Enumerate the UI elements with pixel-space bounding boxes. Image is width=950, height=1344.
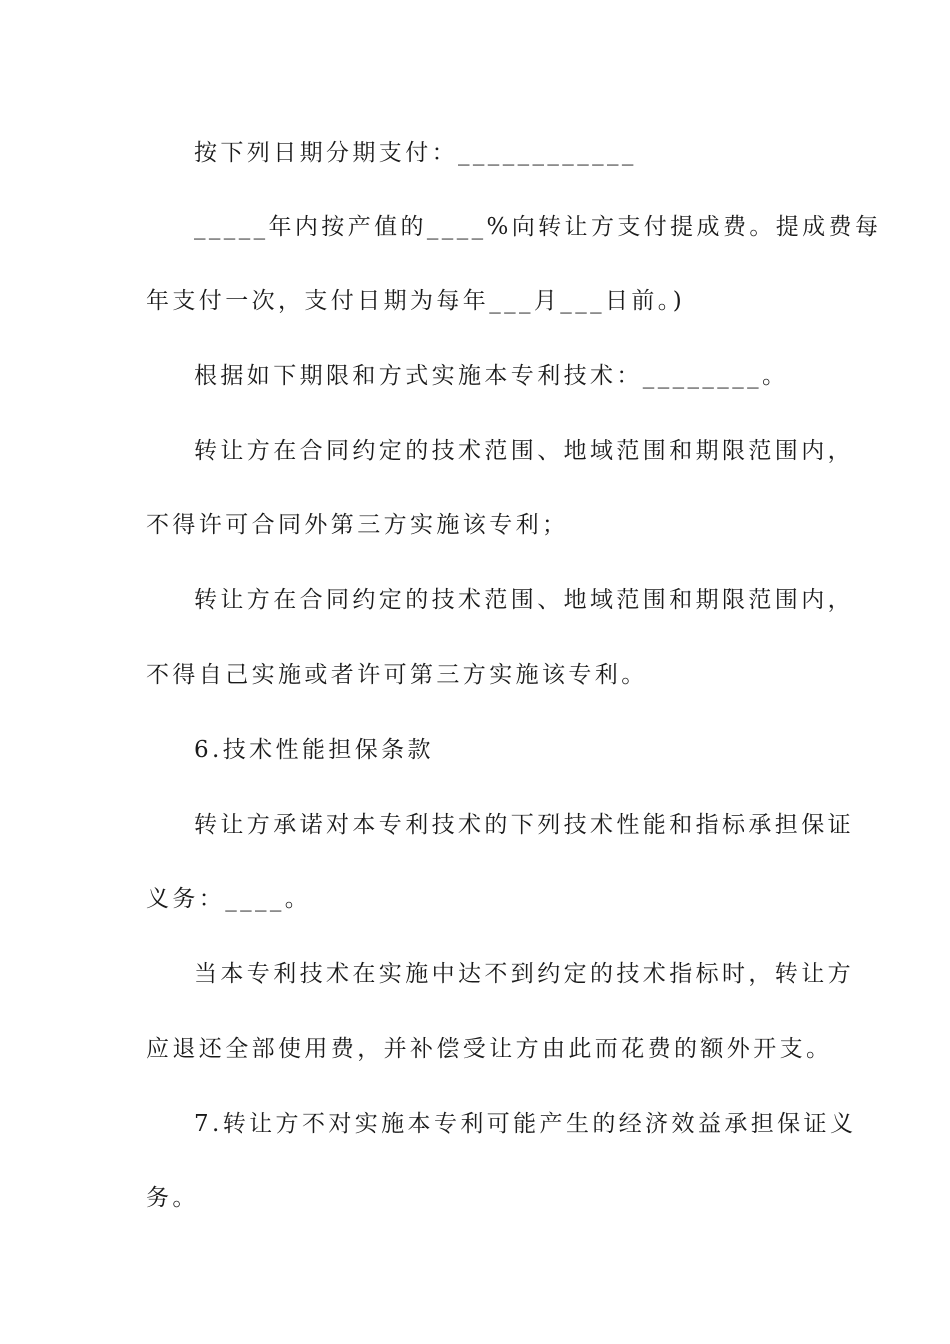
section-7-line-1: 7.转让方不对实施本专利可能产生的经济效益承担保证义 bbox=[194, 1111, 857, 1137]
refund-clause-line-1: 当本专利技术在实施中达不到约定的技术指标时，转让方 bbox=[194, 961, 854, 987]
restriction-clause-2-line-2: 不得自己实施或者许可第三方实施该专利。 bbox=[146, 662, 648, 688]
restriction-clause-1-line-2: 不得许可合同外第三方实施该专利； bbox=[146, 512, 569, 538]
performance-guarantee-line-1: 转让方承诺对本专利技术的下列技术性能和指标承担保证 bbox=[194, 812, 854, 838]
royalty-rate-line: _____年内按产值的____%向转让方支付提成费。提成费每 bbox=[194, 214, 882, 240]
refund-clause-line-2: 应退还全部使用费，并补偿受让方由此而花费的额外开支。 bbox=[146, 1036, 833, 1062]
section-7-line-2: 务。 bbox=[146, 1185, 199, 1211]
performance-guarantee-line-2: 义务：____。 bbox=[146, 886, 312, 912]
payment-installment-line: 按下列日期分期支付：____________ bbox=[194, 140, 637, 166]
restriction-clause-2-line-1: 转让方在合同约定的技术范围、地域范围和期限范围内， bbox=[194, 587, 854, 613]
royalty-payment-date-line: 年支付一次，支付日期为每年___月___日前。) bbox=[146, 288, 686, 314]
section-heading-6: 6.技术性能担保条款 bbox=[194, 737, 434, 763]
implementation-terms-line: 根据如下期限和方式实施本专利技术：________。 bbox=[194, 363, 789, 389]
restriction-clause-1-line-1: 转让方在合同约定的技术范围、地域范围和期限范围内， bbox=[194, 438, 854, 464]
